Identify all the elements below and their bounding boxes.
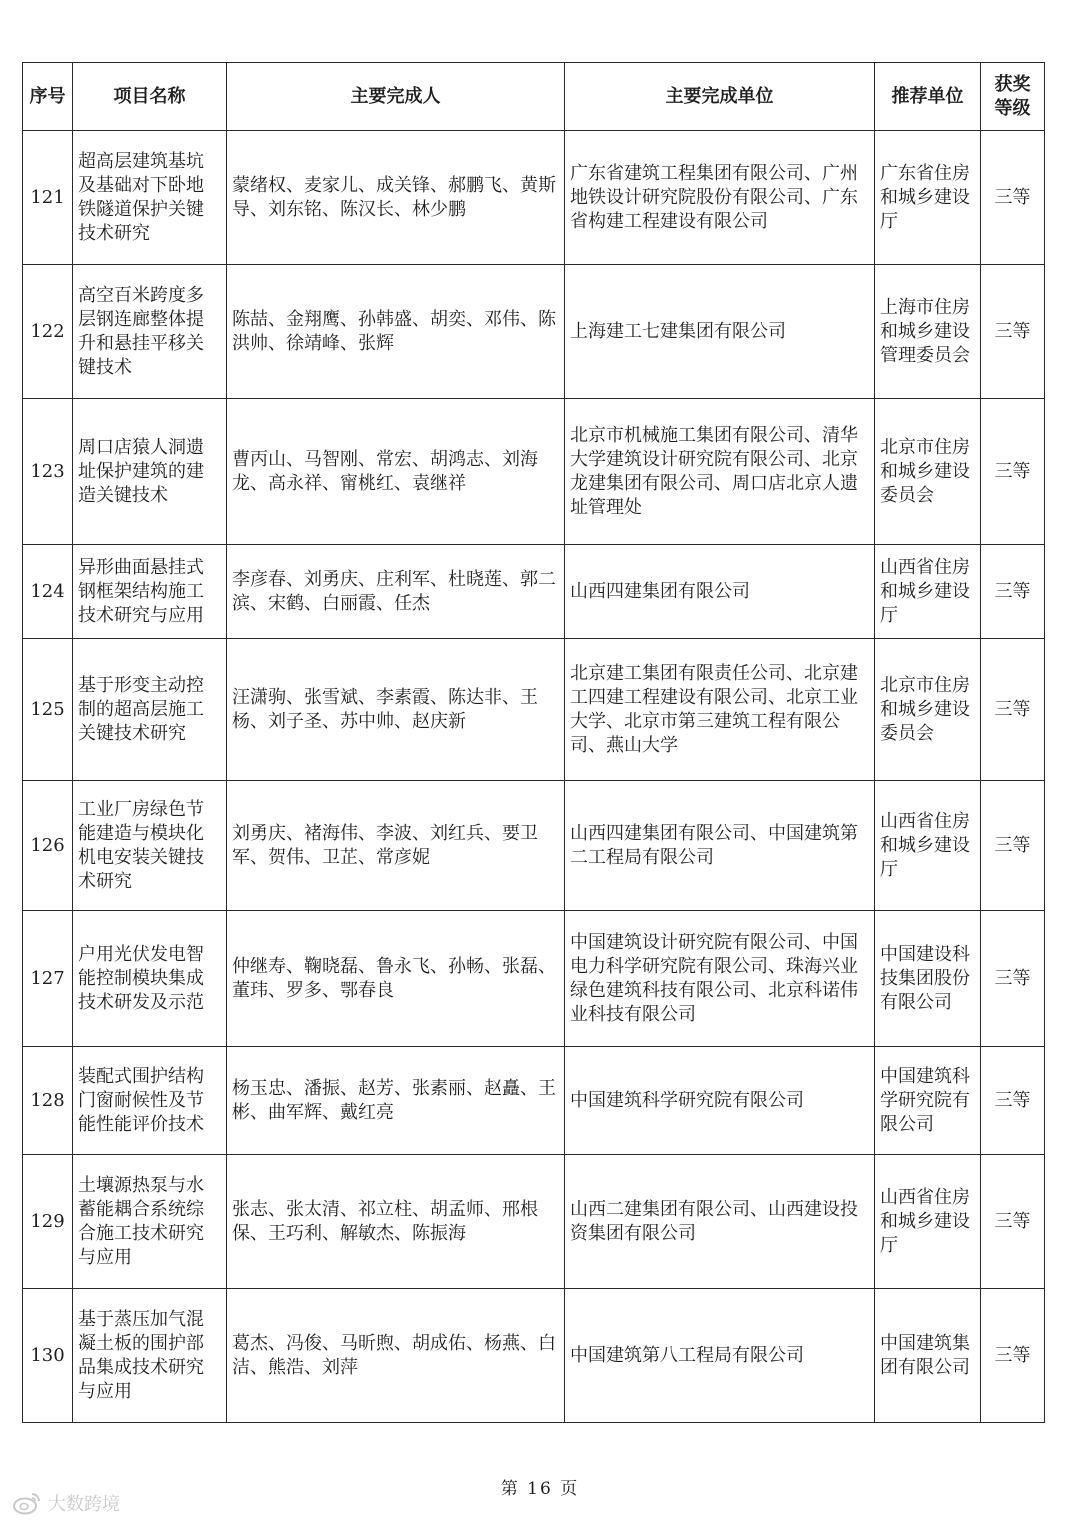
cell-no: 130 xyxy=(23,1289,73,1423)
cell-project-name: 基于蒸压加气混凝土板的围护部品集成技术研究与应用 xyxy=(73,1289,227,1423)
cell-award-level: 三等 xyxy=(981,1155,1045,1289)
cell-main-people: 蒙绪权、麦家儿、成关锋、郝鹏飞、黄斯导、刘东铭、陈汉长、林少鹏 xyxy=(227,131,565,265)
header-main-units: 主要完成单位 xyxy=(565,63,875,131)
cell-main-units: 山西四建集团有限公司、中国建筑第二工程局有限公司 xyxy=(565,781,875,911)
cell-no: 123 xyxy=(23,399,73,545)
cell-award-level: 三等 xyxy=(981,399,1045,545)
cell-recommender: 山西省住房和城乡建设厅 xyxy=(875,545,981,639)
cell-recommender: 山西省住房和城乡建设厅 xyxy=(875,781,981,911)
cell-project-name: 周口店猿人洞遗址保护建筑的建造关键技术 xyxy=(73,399,227,545)
watermark xyxy=(12,1490,120,1516)
cell-award-level: 三等 xyxy=(981,1047,1045,1155)
table-row xyxy=(23,399,1045,545)
cell-recommender: 上海市住房和城乡建设管理委员会 xyxy=(875,265,981,399)
cell-no: 129 xyxy=(23,1155,73,1289)
cell-recommender: 中国建设科技集团股份有限公司 xyxy=(875,911,981,1047)
cell-award-level: 三等 xyxy=(981,545,1045,639)
cell-recommender: 北京市住房和城乡建设委员会 xyxy=(875,639,981,781)
header-project-name: 项目名称 xyxy=(73,63,227,131)
cell-main-units: 山西二建集团有限公司、山西建设投资集团有限公司 xyxy=(565,1155,875,1289)
cell-main-people: 汪潇驹、张雪斌、李素霞、陈达非、王杨、刘子圣、苏中帅、赵庆新 xyxy=(227,639,565,781)
cell-project-name: 工业厂房绿色节能建造与模块化机电安装关键技术研究 xyxy=(73,781,227,911)
page-number: 第 16 页 xyxy=(500,1479,580,1499)
cell-main-people: 杨玉忠、潘振、赵芳、张素丽、赵矗、王彬、曲军辉、戴红亮 xyxy=(227,1047,565,1155)
cell-award-level: 三等 xyxy=(981,911,1045,1047)
cell-main-people: 仲继寿、鞠晓磊、鲁永飞、孙畅、张磊、董玮、罗多、鄂春良 xyxy=(227,911,565,1047)
cell-project-name: 超高层建筑基坑及基础对下卧地铁隧道保护关键技术研究 xyxy=(73,131,227,265)
weibo-logo-icon xyxy=(12,1491,42,1515)
cell-main-units: 北京建工集团有限责任公司、北京建工四建工程建设有限公司、北京工业大学、北京市第三建筑工程有限公司、燕山大学 xyxy=(565,639,875,781)
cell-project-name: 户用光伏发电智能控制模块集成技术研发及示范 xyxy=(73,911,227,1047)
cell-recommender: 北京市住房和城乡建设委员会 xyxy=(875,399,981,545)
cell-no: 125 xyxy=(23,639,73,781)
cell-recommender: 中国建筑科学研究院有限公司 xyxy=(875,1047,981,1155)
cell-project-name: 高空百米跨度多层钢连廊整体提升和悬挂平移关键技术 xyxy=(73,265,227,399)
cell-main-units: 中国建筑设计研究院有限公司、中国电力科学研究院有限公司、珠海兴业绿色建筑科技有限公司、北京科诺伟业科技有限公司 xyxy=(565,911,875,1047)
cell-award-level: 三等 xyxy=(981,131,1045,265)
header-main-people: 主要完成人 xyxy=(227,63,565,131)
watermark-text: 大数跨境 xyxy=(48,1494,120,1515)
header-row xyxy=(23,63,1045,131)
table-row xyxy=(23,131,1045,265)
table-row xyxy=(23,545,1045,639)
cell-main-units: 中国建筑第八工程局有限公司 xyxy=(565,1289,875,1423)
award-table xyxy=(22,62,1045,1423)
cell-main-units: 上海建工七建集团有限公司 xyxy=(565,265,875,399)
cell-recommender: 中国建筑集团有限公司 xyxy=(875,1289,981,1423)
cell-main-people: 刘勇庆、褚海伟、李波、刘红兵、要卫军、贺伟、卫芷、常彦妮 xyxy=(227,781,565,911)
cell-no: 127 xyxy=(23,911,73,1047)
cell-recommender: 广东省住房和城乡建设厅 xyxy=(875,131,981,265)
cell-project-name: 土壤源热泵与水蓄能耦合系统综合施工技术研究与应用 xyxy=(73,1155,227,1289)
header-award-level: 获奖等级 xyxy=(981,63,1045,131)
table-row xyxy=(23,911,1045,1047)
cell-main-units: 山西四建集团有限公司 xyxy=(565,545,875,639)
cell-main-units: 中国建筑科学研究院有限公司 xyxy=(565,1047,875,1155)
cell-award-level: 三等 xyxy=(981,265,1045,399)
table-row xyxy=(23,1289,1045,1423)
cell-main-people: 陈喆、金翔鹰、孙韩盛、胡奕、邓伟、陈洪帅、徐靖峰、张辉 xyxy=(227,265,565,399)
header-recommender: 推荐单位 xyxy=(875,63,981,131)
cell-award-level: 三等 xyxy=(981,639,1045,781)
table-row xyxy=(23,781,1045,911)
cell-main-units: 北京市机械施工集团有限公司、清华大学建筑设计研究院有限公司、北京龙建集团有限公司、周口店北京人遗址管理处 xyxy=(565,399,875,545)
cell-main-people: 李彦春、刘勇庆、庄利军、杜晓莲、郭二滨、宋鹤、白丽霞、任杰 xyxy=(227,545,565,639)
cell-recommender: 山西省住房和城乡建设厅 xyxy=(875,1155,981,1289)
cell-award-level: 三等 xyxy=(981,781,1045,911)
cell-project-name: 基于形变主动控制的超高层施工关键技术研究 xyxy=(73,639,227,781)
cell-project-name: 装配式围护结构门窗耐候性及节能性能评价技术 xyxy=(73,1047,227,1155)
cell-no: 122 xyxy=(23,265,73,399)
cell-main-people: 张志、张太清、祁立柱、胡孟师、邢根保、王巧利、解敏杰、陈振海 xyxy=(227,1155,565,1289)
cell-main-people: 葛杰、冯俊、马昕煦、胡成佑、杨燕、白洁、熊浩、刘萍 xyxy=(227,1289,565,1423)
table-row xyxy=(23,1155,1045,1289)
cell-no: 128 xyxy=(23,1047,73,1155)
cell-no: 121 xyxy=(23,131,73,265)
cell-main-people: 曹丙山、马智刚、常宏、胡鸿志、刘海龙、高永祥、甯桃红、袁继祥 xyxy=(227,399,565,545)
table-row xyxy=(23,265,1045,399)
table-row xyxy=(23,1047,1045,1155)
cell-no: 124 xyxy=(23,545,73,639)
cell-project-name: 异形曲面悬挂式钢框架结构施工技术研究与应用 xyxy=(73,545,227,639)
table-row xyxy=(23,639,1045,781)
cell-no: 126 xyxy=(23,781,73,911)
header-no: 序号 xyxy=(23,63,73,131)
cell-main-units: 广东省建筑工程集团有限公司、广州地铁设计研究院股份有限公司、广东省构建工程建设有限公司 xyxy=(565,131,875,265)
cell-award-level: 三等 xyxy=(981,1289,1045,1423)
